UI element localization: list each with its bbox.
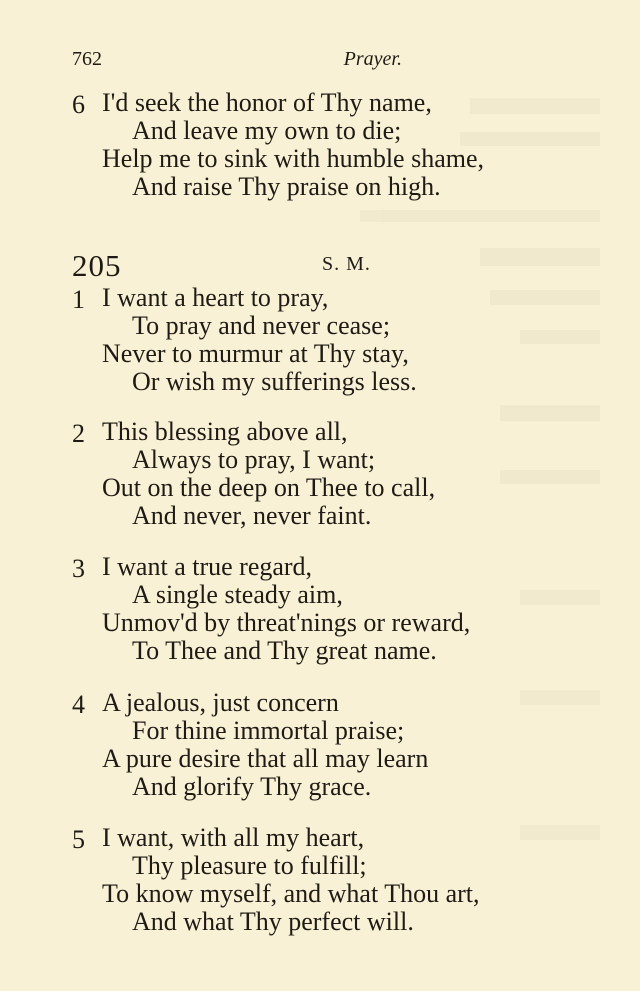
- stanza-line: A single steady aim,: [132, 580, 343, 609]
- stanza-line: I want, with all my heart,: [102, 823, 365, 852]
- stanza-5: [0, 825, 640, 941]
- stanza-1: [0, 285, 640, 401]
- stanza-line: Never to murmur at Thy stay,: [102, 339, 409, 368]
- continued-stanza: [0, 90, 640, 210]
- stanza-2: [0, 419, 640, 535]
- stanza-number: 4: [72, 690, 85, 719]
- hymn-number: 205: [72, 248, 122, 283]
- hymn-meter: S. M.: [322, 253, 371, 275]
- stanza-line: And what Thy perfect will.: [132, 907, 414, 936]
- stanza-line: Or wish my sufferings less.: [132, 367, 417, 396]
- stanza-number: 3: [72, 554, 85, 583]
- stanza-number: 5: [72, 825, 85, 854]
- stanza-line: A jealous, just concern: [102, 688, 339, 717]
- stanza-line: Thy pleasure to fulfill;: [132, 851, 367, 880]
- stanza-line: To pray and never cease;: [132, 311, 391, 340]
- stanza-4: [0, 690, 640, 806]
- stanza-number: 6: [72, 90, 85, 119]
- stanza-line: I'd seek the honor of Thy name,: [102, 88, 432, 117]
- stanza-line: Always to pray, I want;: [132, 445, 376, 474]
- stanza-3: [0, 554, 640, 670]
- stanza-number: 1: [72, 285, 85, 314]
- page-header: [72, 48, 402, 74]
- stanza-line: Out on the deep on Thee to call,: [102, 473, 436, 502]
- running-title: Prayer.: [343, 48, 402, 70]
- stanza-line: And never, never faint.: [132, 501, 372, 530]
- stanza-line: And raise Thy praise on high.: [132, 172, 441, 201]
- stanza-line: And leave my own to die;: [132, 116, 402, 145]
- stanza-line: Help me to sink with humble shame,: [102, 144, 485, 173]
- stanza-line: This blessing above all,: [102, 417, 348, 446]
- stanza-line: To know myself, and what Thou art,: [102, 879, 480, 908]
- ghost-line: [480, 248, 600, 266]
- stanza-line: Unmov'd by threat'nings or reward,: [102, 608, 471, 637]
- stanza-line: For thine immortal praise;: [132, 716, 405, 745]
- stanza-line: To Thee and Thy great name.: [132, 636, 437, 665]
- stanza-number: 2: [72, 419, 85, 448]
- stanza-line: And glorify Thy grace.: [132, 772, 372, 801]
- page-number: 762: [72, 48, 102, 70]
- stanza-line: A pure desire that all may learn: [102, 744, 429, 773]
- stanza-line: I want a heart to pray,: [102, 283, 329, 312]
- stanza-line: I want a true regard,: [102, 552, 313, 581]
- ghost-line: [360, 210, 600, 222]
